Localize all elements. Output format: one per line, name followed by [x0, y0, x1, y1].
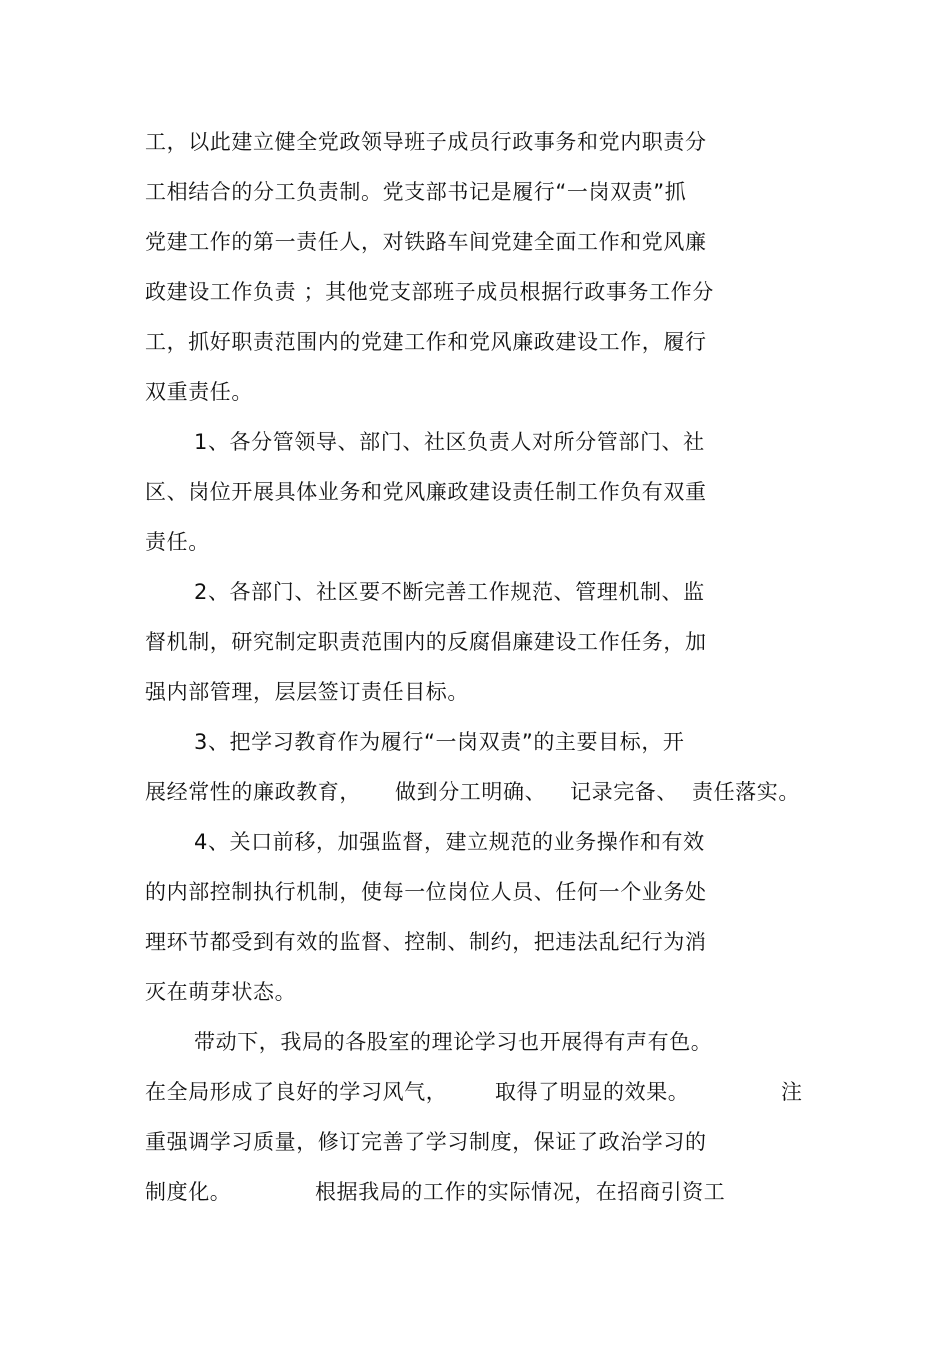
- text-line: 理环节都受到有效的监督、控制、制约，把违法乱纪行为消: [145, 930, 707, 954]
- text-line: 2、各部门、社区要不断完善工作规范、管理机制、监: [194, 580, 705, 604]
- text-line: 政建设工作负责 ；其他党支部班子成员根据行政事务工作分: [145, 280, 714, 304]
- text-line: 党建工作的第一责任人，对铁路车间党建全面工作和党风廉: [145, 230, 707, 254]
- text-segment: 制度化。: [145, 1180, 232, 1204]
- text-line-spaced: [145, 1177, 795, 1207]
- text-segment: 注: [781, 1080, 803, 1104]
- text-line: 责任。: [145, 530, 210, 554]
- text-segment: 根据我局的工作的实际情况，在招商引资工: [315, 1180, 726, 1204]
- text-line: 双重责任。: [145, 380, 253, 404]
- text-line: 重强调学习质量，修订完善了学习制度，保证了政治学习的: [145, 1130, 707, 1154]
- text-line: 灭在萌芽状态。: [145, 980, 297, 1004]
- text-line: 带动下，我局的各股室的理论学习也开展得有声有色。: [194, 1030, 713, 1054]
- text-line: 1、各分管领导、部门、社区负责人对所分管部门、社: [194, 430, 705, 454]
- text-line: 工，以此建立健全党政领导班子成员行政事务和党内职责分: [145, 130, 707, 154]
- text-segment: 展经常性的廉政教育，: [145, 780, 361, 804]
- text-line: 强内部管理，层层签订责任目标。: [145, 680, 469, 704]
- text-line: 3、把学习教育作为履行“一岗双责”的主要目标，开: [194, 730, 685, 754]
- text-line: 区、岗位开展具体业务和党风廉政建设责任制工作负有双重: [145, 480, 707, 504]
- text-line: 工，抓好职责范围内的党建工作和党风廉政建设工作，履行: [145, 330, 707, 354]
- text-line: 工相结合的分工负责制。党支部书记是履行“一岗双责”抓: [145, 180, 687, 204]
- text-line-spaced: [145, 777, 845, 807]
- text-segment: 责任落实。: [692, 780, 800, 804]
- text-segment: 取得了明显的效果。: [495, 1080, 690, 1104]
- text-segment: 在全局形成了良好的学习风气，: [145, 1080, 448, 1104]
- text-segment: 记录完备、: [570, 780, 678, 804]
- text-line-spaced: [145, 1077, 845, 1107]
- text-line: 的内部控制执行机制，使每一位岗位人员、任何一个业务处: [145, 880, 707, 904]
- text-line: 督机制，研究制定职责范围内的反腐倡廉建设工作任务，加: [145, 630, 707, 654]
- text-line: 4、关口前移，加强监督，建立规范的业务操作和有效: [194, 830, 705, 854]
- text-segment: 做到分工明确、: [395, 780, 547, 804]
